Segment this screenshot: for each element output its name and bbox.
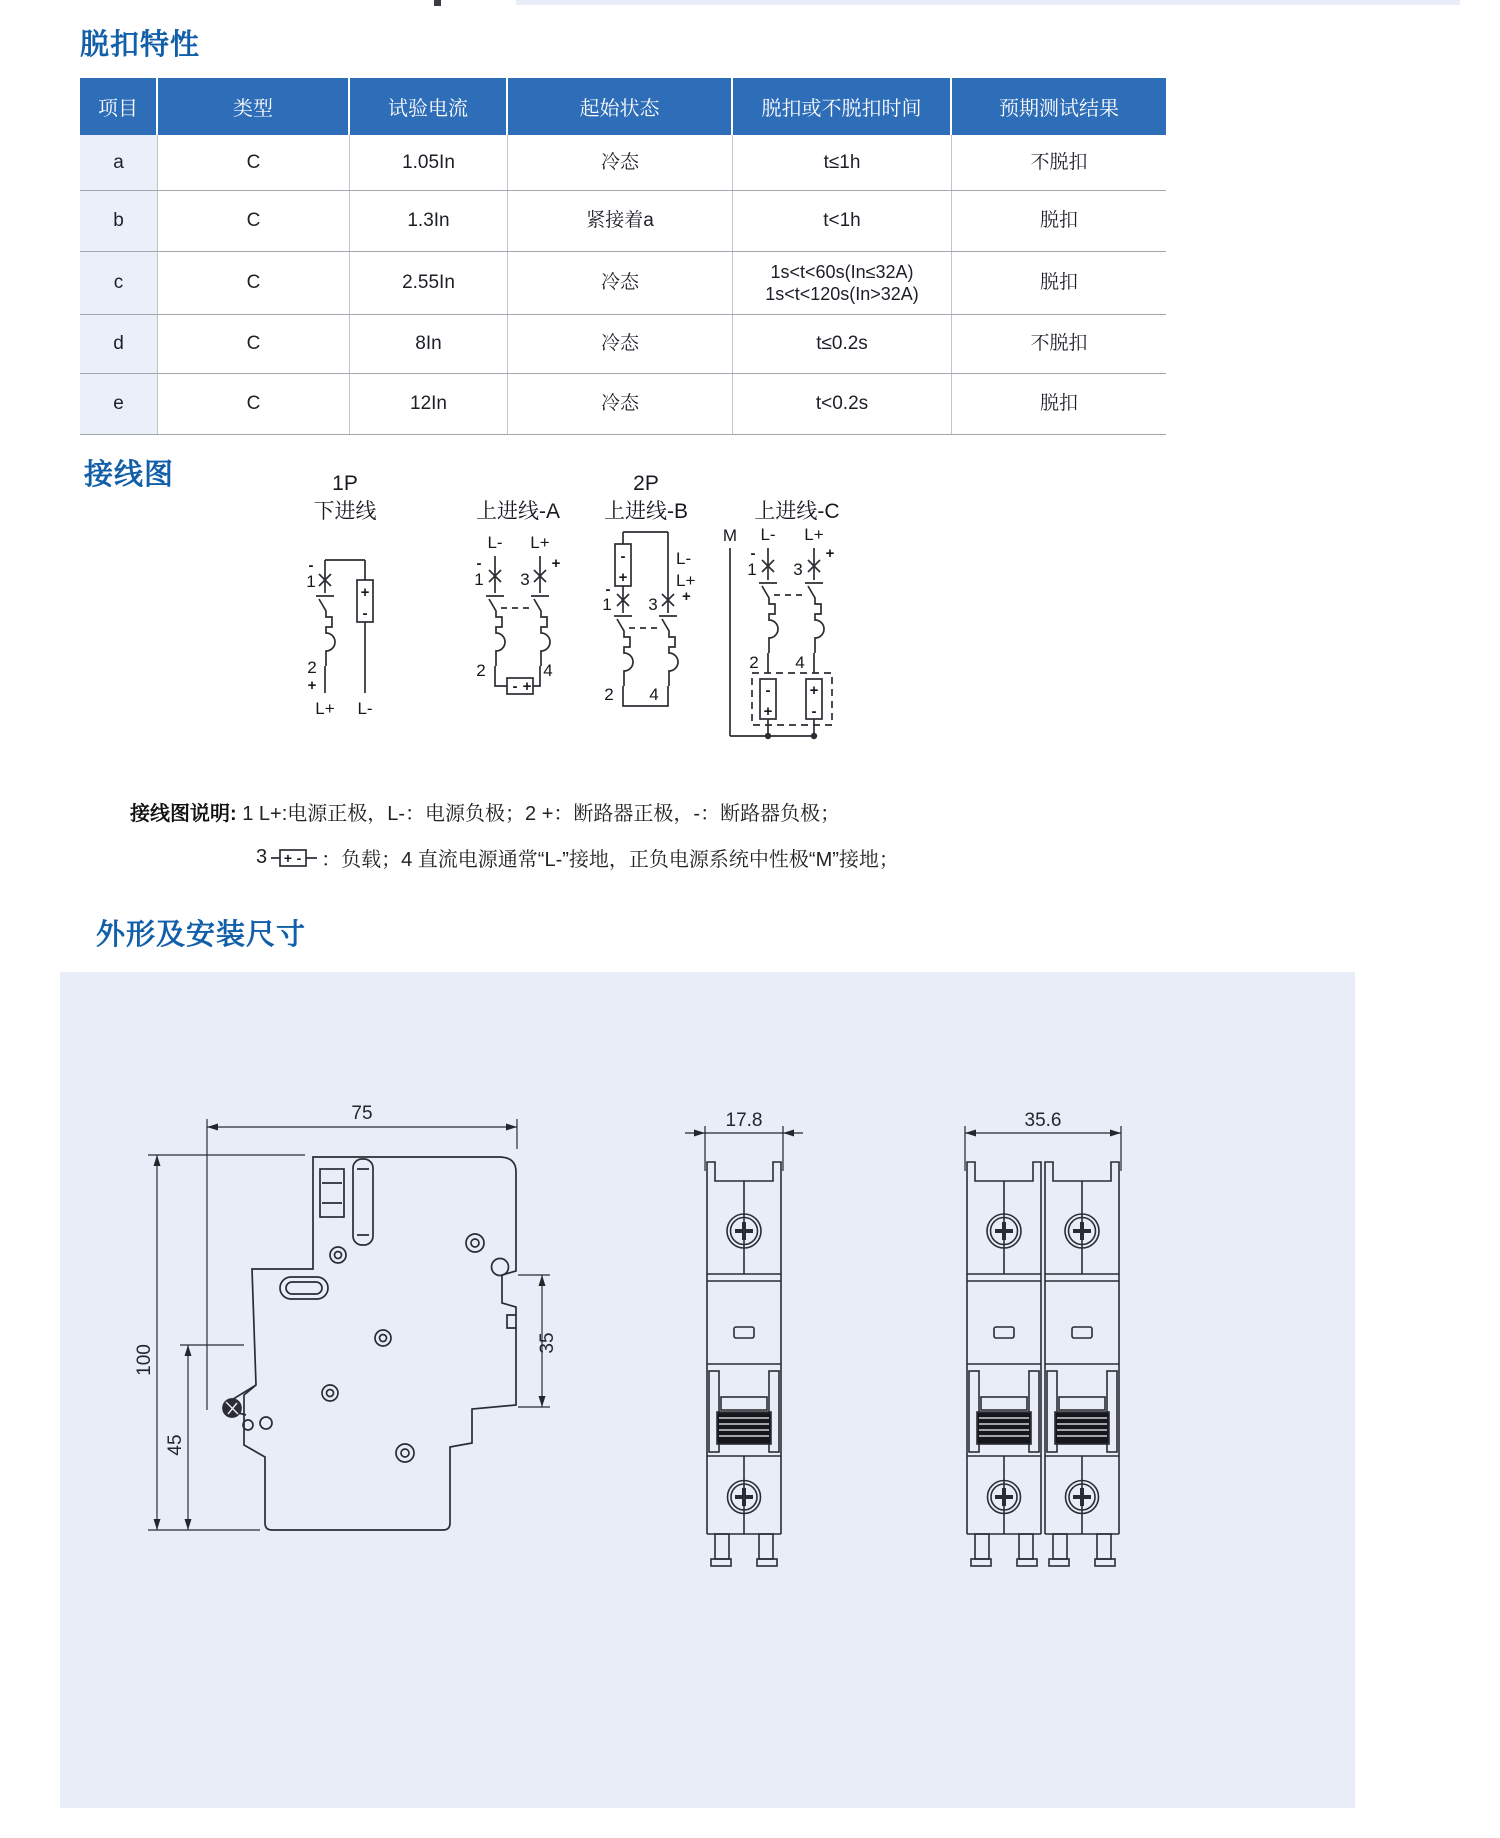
- load-minus: -: [296, 849, 302, 866]
- dimension-45: [165, 1345, 244, 1530]
- table-row: [80, 374, 1166, 435]
- time-line2: 1s<t<120s(In>32A): [765, 284, 919, 304]
- supply-label-lminus: L-: [760, 525, 776, 544]
- page-top-tick: [434, 0, 441, 6]
- terminal-label-3: 3: [793, 560, 803, 579]
- table-cell-current: 12In: [350, 374, 508, 434]
- dimension-100: [134, 1155, 305, 1530]
- diagram-label-top-entry-a: 上进线-A: [476, 500, 560, 523]
- table-row: [80, 191, 1166, 252]
- table-header-cell: 类型: [158, 78, 350, 135]
- dimension-35: [518, 1275, 558, 1407]
- table-cell-item: c: [80, 252, 158, 314]
- page-top-strip: [516, 0, 1460, 5]
- polarity-label: +: [551, 555, 561, 572]
- terminal-label-4: 4: [649, 685, 659, 704]
- dimension-drawings: [60, 972, 1355, 1808]
- battery-minus: -: [765, 682, 771, 699]
- trip-characteristics-table: [80, 78, 1166, 435]
- dimension-35-6: [965, 1110, 1121, 1171]
- table-cell-type: C: [158, 252, 350, 314]
- dim-label-100: 100: [134, 1344, 155, 1376]
- diagram-label-top-entry-b: 上进线-B: [604, 500, 688, 523]
- time-line1: t<1h: [823, 210, 861, 232]
- diagram-label-bottom-entry: 下进线: [313, 500, 377, 523]
- table-cell-item: d: [80, 315, 158, 373]
- dim-label-75: 75: [351, 1103, 373, 1124]
- wiring-notes-text: 1 L+:电源正极，L-：电源负极；2 +：断路器正极，-：断路器负极；: [242, 803, 841, 825]
- terminal-label-1: 1: [747, 560, 757, 579]
- load-symbol-icon: [271, 847, 317, 869]
- section-title-outline-dimensions: 外形及安装尺寸: [96, 919, 307, 951]
- supply-label-lminus: L-: [676, 549, 692, 568]
- supply-label-lminus: L-: [357, 699, 373, 718]
- terminal-label-4: 4: [795, 653, 805, 672]
- table-cell-result: 脱扣: [1039, 272, 1078, 294]
- load-minus: -: [512, 678, 518, 695]
- supply-label-lplus: L+: [804, 525, 824, 544]
- wiring-diagram-top-entry-a: [474, 500, 560, 695]
- table-header-cell: 脱扣或不脱扣时间: [733, 78, 952, 135]
- table-cell-type: C: [158, 374, 350, 434]
- table-cell-time: [733, 374, 952, 434]
- table-cell-state: 冷态: [508, 252, 733, 314]
- terminal-label-2: 2: [604, 685, 614, 704]
- table-cell-result: 不脱扣: [1030, 333, 1088, 355]
- battery-plus: +: [618, 569, 628, 586]
- battery-minus: -: [620, 548, 626, 565]
- table-cell-current: 1.3In: [350, 191, 508, 251]
- load-plus: +: [522, 678, 532, 695]
- terminal-label-2: 2: [749, 653, 759, 672]
- polarity-label: -: [476, 555, 482, 572]
- terminal-label-1: 1: [474, 570, 484, 589]
- table-cell-result: 脱扣: [1039, 393, 1078, 415]
- polarity-label: -: [308, 557, 314, 574]
- dimension-drawings-panel: [60, 972, 1355, 1808]
- table-cell-state: 紧接着a: [508, 191, 733, 251]
- polarity-label: +: [307, 677, 317, 694]
- supply-label-lplus: L+: [315, 699, 335, 718]
- dim-label-35-6: 35.6: [1024, 1110, 1062, 1131]
- battery-plus: +: [360, 584, 370, 601]
- table-cell-current: 8In: [350, 315, 508, 373]
- table-header-cell: 项目: [80, 78, 158, 135]
- wiring-notes-line2: [256, 843, 899, 872]
- table-header-cell: 试验电流: [350, 78, 508, 135]
- load-plus: +: [284, 849, 293, 866]
- table-cell-time: [733, 191, 952, 251]
- polarity-label: +: [682, 588, 691, 605]
- polarity-label: -: [750, 545, 756, 562]
- battery-plus: +: [763, 703, 773, 720]
- front-view-1p-drawing: [685, 1110, 803, 1566]
- wiring-notes-line1: [130, 797, 840, 826]
- wiring-diagram-2p-top-entry-b: [602, 472, 695, 706]
- dim-label-17-8: 17.8: [725, 1110, 763, 1131]
- diagram-label-top-entry-c: 上进线-C: [754, 500, 840, 523]
- dim-label-35: 35: [537, 1332, 558, 1354]
- battery-minus: -: [811, 703, 817, 720]
- table-cell-time: [733, 315, 952, 373]
- table-row: [80, 135, 1166, 191]
- neutral-label-m: M: [722, 526, 738, 545]
- diagram-label-2p: 2P: [633, 472, 659, 495]
- table-row: [80, 252, 1166, 315]
- table-cell-current: 2.55In: [350, 252, 508, 314]
- wiring-diagrams: [250, 468, 910, 768]
- terminal-label-3: 3: [520, 570, 530, 589]
- wiring-diagram-1p-bottom-entry: [306, 472, 376, 718]
- table-cell-type: C: [158, 191, 350, 251]
- section-title-trip-characteristics: 脱扣特性: [80, 29, 201, 61]
- terminal-label-2: 2: [307, 658, 317, 677]
- table-cell-state: 冷态: [508, 315, 733, 373]
- wiring-notes-heading: 接线图说明:: [130, 803, 237, 825]
- polarity-label: +: [825, 545, 835, 562]
- wiring-notes-text2: ：负载；4 直流电源通常“L-”接地，正负电源系统中性极“M”接地；: [321, 849, 899, 871]
- time-line1: t<0.2s: [815, 393, 869, 415]
- polarity-label: -: [605, 581, 611, 598]
- side-profile-drawing: [134, 1103, 558, 1530]
- time-line1: t≤0.2s: [816, 333, 868, 355]
- diagram-label-1p: 1P: [332, 472, 358, 495]
- battery-minus: -: [362, 605, 368, 622]
- front-view-2p-drawing: [965, 1110, 1121, 1566]
- supply-label-lminus: L-: [487, 533, 503, 552]
- terminal-label-2: 2: [476, 661, 486, 680]
- table-header-row: [80, 78, 1166, 135]
- dimension-75: [207, 1103, 517, 1410]
- terminal-label-1: 1: [602, 595, 612, 614]
- terminal-label-3: 3: [648, 595, 658, 614]
- battery-plus: +: [809, 682, 819, 699]
- table-cell-current: 1.05In: [350, 135, 508, 190]
- table-header-cell: 起始状态: [508, 78, 733, 135]
- time-line1: t≤1h: [823, 151, 861, 173]
- time-line1: 1s<t<60s(In≤32A): [770, 261, 914, 282]
- table-header-cell: 预期测试结果: [952, 78, 1166, 135]
- terminal-label-4: 4: [543, 661, 553, 680]
- table-cell-type: C: [158, 315, 350, 373]
- table-cell-item: e: [80, 374, 158, 434]
- dim-label-45: 45: [165, 1434, 186, 1456]
- wiring-notes-num: 3: [256, 846, 268, 868]
- table-cell-time: [733, 252, 952, 314]
- table-cell-result: 不脱扣: [1030, 151, 1088, 173]
- table-row: [80, 315, 1166, 374]
- table-cell-item: b: [80, 191, 158, 251]
- section-title-wiring-diagram: 接线图: [84, 459, 175, 491]
- table-cell-state: 冷态: [508, 374, 733, 434]
- table-cell-time: [733, 135, 952, 190]
- dimension-17-8: [685, 1110, 803, 1171]
- terminal-label-1: 1: [306, 572, 316, 591]
- wiring-diagram-top-entry-c: [723, 500, 840, 739]
- table-cell-result: 脱扣: [1039, 210, 1078, 232]
- supply-label-lplus: L+: [676, 571, 696, 590]
- supply-label-lplus: L+: [530, 533, 550, 552]
- table-cell-type: C: [158, 135, 350, 190]
- table-cell-state: 冷态: [508, 135, 733, 190]
- table-cell-item: a: [80, 135, 158, 190]
